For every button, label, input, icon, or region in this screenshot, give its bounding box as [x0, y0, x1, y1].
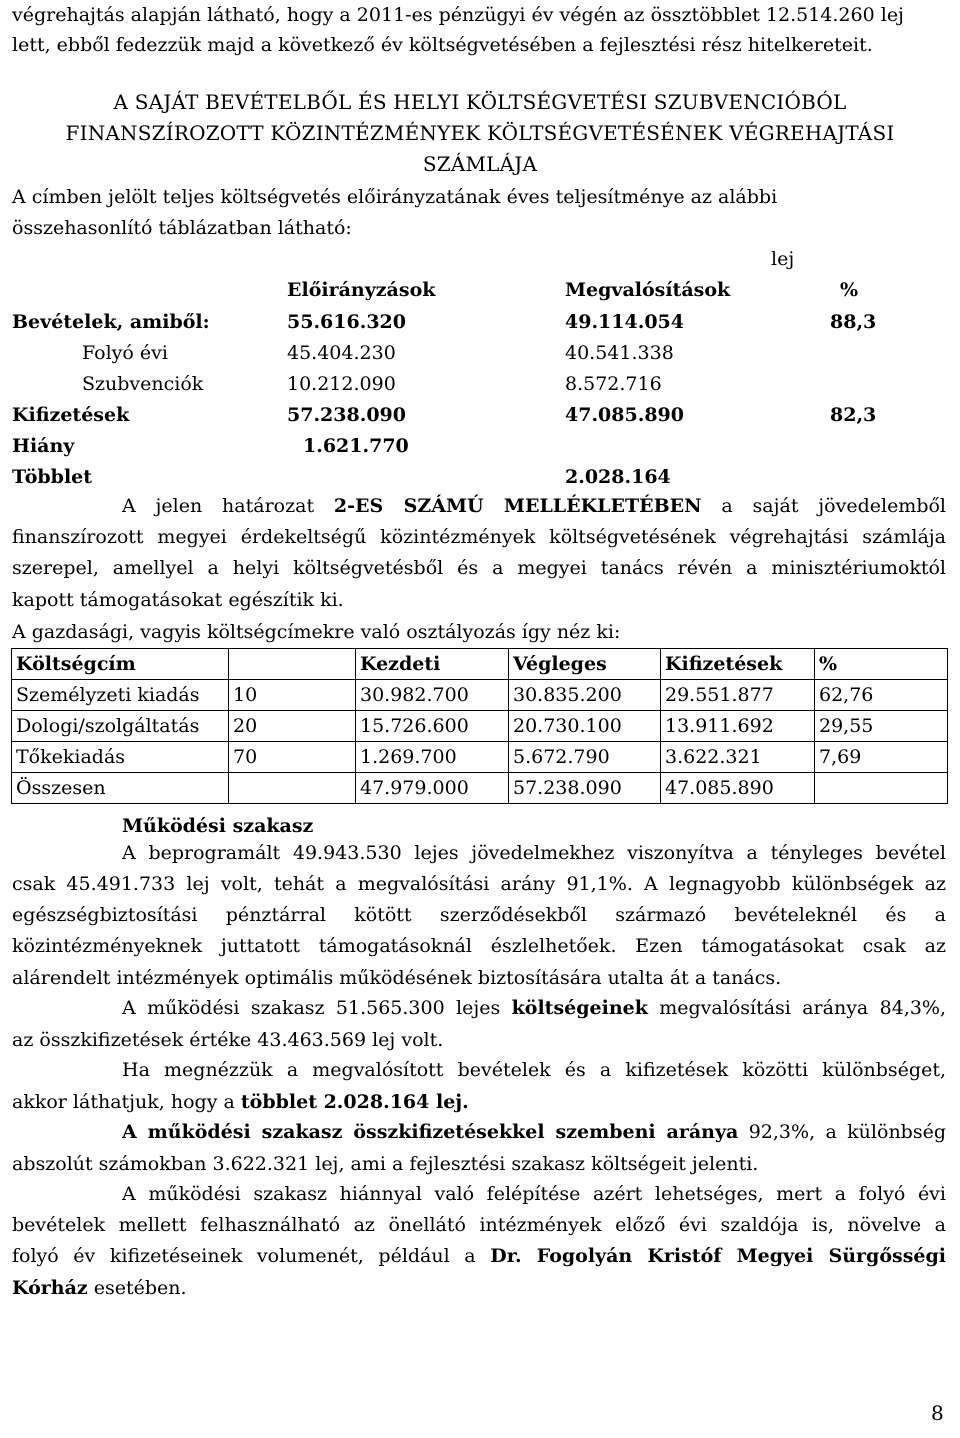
header-cell: Költségcím: [12, 649, 229, 680]
summary-row-label: Szubvenciók: [82, 373, 204, 395]
paragraph-line: Kórház esetében.: [12, 1277, 187, 1299]
paragraph-line: akkor láthatjuk, hogy a többlet 2.028.164 lej.: [12, 1091, 469, 1113]
table-cell: 7,69: [815, 742, 948, 773]
table-cell: 3.622.321: [661, 742, 815, 773]
table-cell: 30.982.700: [356, 680, 509, 711]
summary-row-realized: 40.541.338: [565, 342, 674, 364]
paragraph-line: szerepel, amellyel a helyi költségvetésből és a megyei tanács révén a minisztériumoktól: [12, 557, 946, 579]
table-cell: 29,55: [815, 711, 948, 742]
table-cell: 20.730.100: [509, 711, 661, 742]
summary-row-label: Többlet: [12, 466, 93, 488]
table-row: [12, 773, 948, 804]
summary-row-percent: 82,3: [830, 404, 877, 426]
section-heading: Működési szakasz: [122, 815, 314, 837]
summary-row-percent: 88,3: [830, 311, 877, 333]
classification-intro: A gazdasági, vagyis költségcímekre való osztályozás így néz ki:: [12, 621, 621, 643]
lead-line-2: összehasonlító táblázatban látható:: [12, 217, 352, 239]
annex-reference: 2-ES SZÁMÚ MELLÉKLETÉBEN: [333, 495, 702, 517]
section-title-line-3: SZÁMLÁJA: [422, 152, 538, 176]
summary-row-label: Kifizetések: [12, 404, 130, 426]
table-cell: [815, 773, 948, 804]
paragraph-line: A működési szakasz hiánnyal való felépítése azért lehetséges, mert a folyó évi: [122, 1183, 946, 1205]
paragraph-line: alárendelt intézmények optimális működésének biztosítására utalta át a tanács.: [12, 967, 782, 989]
section-title-line-2: FINANSZÍROZOTT KÖZINTÉZMÉNYEK KÖLTSÉGVETÉSÉNEK VÉGREHAJTÁSI: [65, 121, 895, 145]
paragraph-line: abszolút számokban 3.622.321 lej, ami a fejlesztési szakasz költségeit jelenti.: [12, 1153, 759, 1175]
paragraph-line: közintézményeknek juttatott támogatásoknál észlelhetőek. Ezen támogatásokat csak az: [12, 935, 946, 957]
paragraph-line: A jelen határozat 2-ES SZÁMÚ MELLÉKLETÉBEN a saját jövedelemből: [122, 495, 947, 517]
table-row: [12, 711, 948, 742]
paragraph-line: A működési szakasz 51.565.300 lejes költségeinek megvalósítási aránya 84,3%,: [122, 997, 946, 1019]
paragraph-line: A működési szakasz összkifizetésekkel szembeni aránya 92,3%, a különbség: [122, 1121, 946, 1143]
summary-row-planned: 10.212.090: [287, 373, 396, 395]
table-cell: 13.911.692: [661, 711, 815, 742]
table-cell: 1.269.700: [356, 742, 509, 773]
paragraph-line: az összkifizetések értéke 43.463.569 lej volt.: [12, 1029, 444, 1051]
table-cell: [229, 773, 356, 804]
table-cell: 47.085.890: [661, 773, 815, 804]
intro-line-2: lett, ebből fedezzük majd a következő év költségvetésében a fejlesztési rész hitelkereteit.: [12, 34, 873, 56]
paragraph-line: A beprogramált 49.943.530 lejes jövedelmekhez viszonyítva a tényleges bevétel: [122, 842, 946, 864]
table-header-row: [12, 649, 948, 680]
summary-row-realized: 2.028.164: [565, 466, 671, 488]
table-cell: 15.726.600: [356, 711, 509, 742]
summary-row-planned: 1.621.770: [303, 435, 409, 457]
table-cell: 30.835.200: [509, 680, 661, 711]
table-cell: 10: [229, 680, 356, 711]
section-title-line-1: A SAJÁT BEVÉTELBŐL ÉS HELYI KÖLTSÉGVETÉSI SZUBVENCIÓBÓL: [113, 90, 847, 114]
summary-row-realized: 8.572.716: [565, 373, 662, 395]
header-cell: Kifizetések: [661, 649, 815, 680]
table-cell: Dologi/szolgáltatás: [12, 711, 229, 742]
page-number: 8: [931, 1401, 944, 1425]
summary-row-realized: 49.114.054: [565, 311, 684, 333]
table-cell: 62,76: [815, 680, 948, 711]
paragraph-line: Ha megnézzük a megvalósított bevételek és a kifizetések közötti különbséget,: [122, 1059, 946, 1081]
summary-row-planned: 55.616.320: [287, 311, 406, 333]
paragraph-line: finanszírozott megyei érdekeltségű közintézmények költségvetésének végrehajtási számlája: [12, 526, 946, 548]
table-cell: 20: [229, 711, 356, 742]
header-cell: Végleges: [509, 649, 661, 680]
summary-header-realized: Megvalósítások: [565, 279, 731, 301]
paragraph-line: csak 45.491.733 lej volt, tehát a megvalósítási arány 91,1%. A legnagyobb különbségek az: [12, 873, 946, 895]
header-cell: %: [815, 649, 948, 680]
summary-unit: lej: [771, 248, 795, 270]
table-cell: Összesen: [12, 773, 229, 804]
cost-classification-table: [11, 648, 948, 804]
table-cell: 57.238.090: [509, 773, 661, 804]
table-cell: Személyzeti kiadás: [12, 680, 229, 711]
summary-row-planned: 57.238.090: [287, 404, 406, 426]
table-cell: 47.979.000: [356, 773, 509, 804]
summary-header-percent: %: [840, 279, 859, 301]
table-row: [12, 680, 948, 711]
table-cell: Tőkekiadás: [12, 742, 229, 773]
summary-header-planned: Előirányzások: [287, 279, 436, 301]
table-cell: 70: [229, 742, 356, 773]
summary-row-label: Bevételek, amiből:: [12, 311, 210, 333]
table-row: [12, 742, 948, 773]
paragraph-line: folyó év kifizetéseinek volumenét, például a Dr. Fogolyán Kristóf Megyei Sürgősségi: [12, 1245, 946, 1267]
table-cell: 29.551.877: [661, 680, 815, 711]
paragraph-line: egészségbiztosítási pénztárral kötött szerződésekből származó bevételeknél és a: [12, 904, 946, 926]
intro-line-1: végrehajtás alapján látható, hogy a 2011-es pénzügyi év végén az össztöbblet 12.514.260 lej: [12, 4, 904, 26]
header-cell: Kezdeti: [356, 649, 509, 680]
paragraph-line: kapott támogatásokat egészítik ki.: [12, 589, 344, 611]
summary-row-label: Hiány: [12, 435, 75, 457]
header-cell: [229, 649, 356, 680]
table-cell: 5.672.790: [509, 742, 661, 773]
summary-row-planned: 45.404.230: [287, 342, 396, 364]
summary-row-realized: 47.085.890: [565, 404, 684, 426]
paragraph-line: bevételek mellett felhasználható az önellátó intézmények előző évi szaldója is, növelve a: [12, 1214, 946, 1236]
summary-row-label: Folyó évi: [82, 342, 168, 364]
lead-line-1: A címben jelölt teljes költségvetés előirányzatának éves teljesítménye az alábbi: [12, 186, 778, 208]
